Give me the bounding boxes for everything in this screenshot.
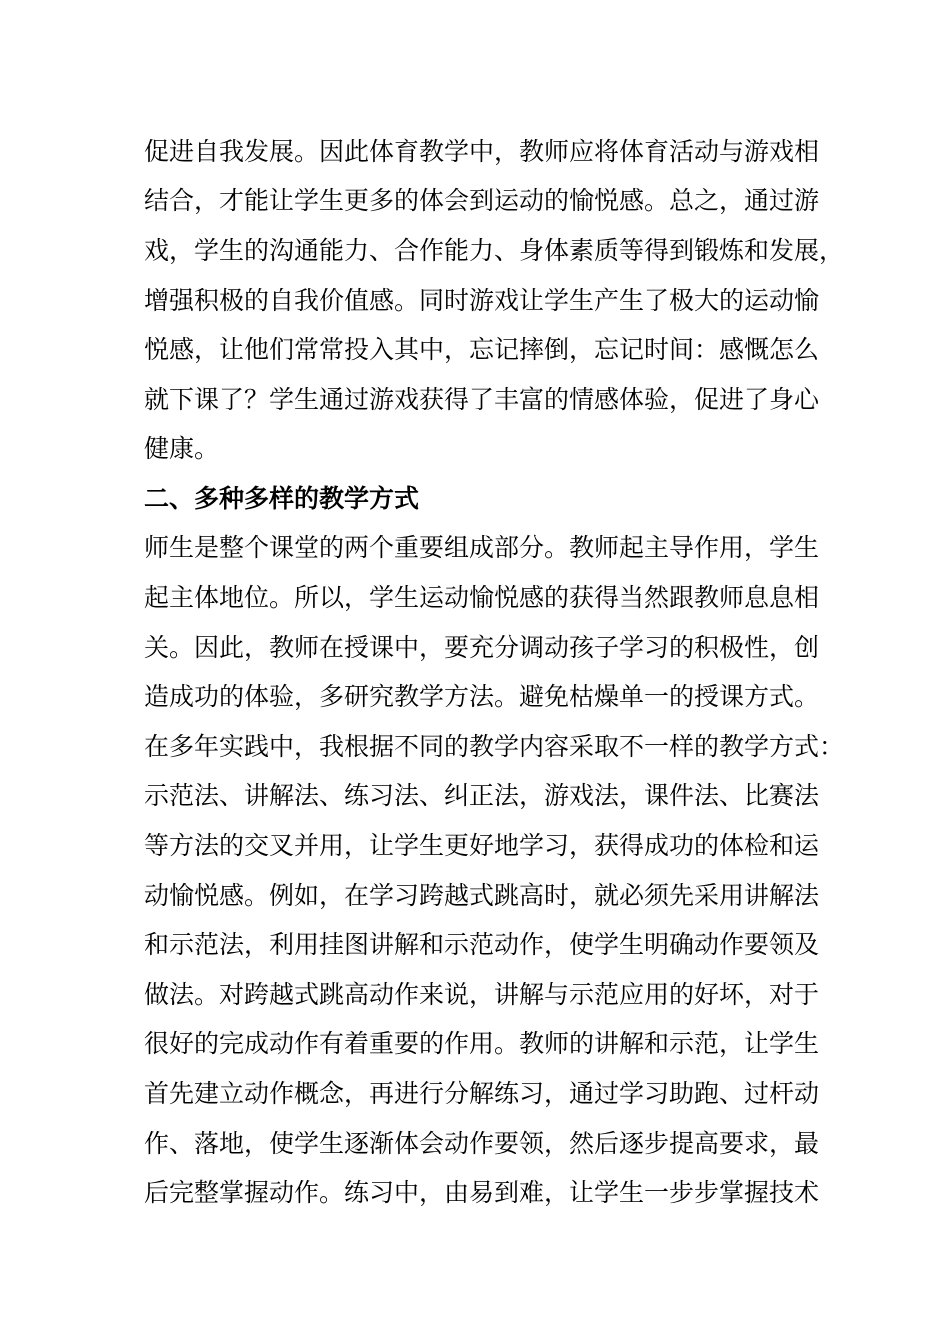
text-line: 造成功的体验，多研究教学方法。避免枯燥单一的授课方式。 xyxy=(144,682,820,711)
text-line: 很好的完成动作有着重要的作用。教师的讲解和示范，让学生 xyxy=(144,1029,820,1058)
text-line: 戏，学生的沟通能力、合作能力、身体素质等得到锻炼和发展， xyxy=(144,236,845,265)
text-line: 示范法、讲解法、练习法、纠正法，游戏法，课件法、比赛法 xyxy=(144,781,820,810)
text-line: 结合，才能让学生更多的体会到运动的愉悦感。总之，通过游 xyxy=(144,186,820,215)
text-line: 悦感，让他们常常投入其中，忘记摔倒，忘记时间：感慨怎么 xyxy=(144,335,820,364)
text-line: 在多年实践中，我根据不同的教学内容采取不一样的教学方式： xyxy=(144,732,845,761)
text-line: 就下课了？学生通过游戏获得了丰富的情感体验，促进了身心 xyxy=(144,385,820,414)
text-line: 和示范法，利用挂图讲解和示范动作，使学生明确动作要领及 xyxy=(144,930,820,959)
section-heading: 二、多种多样的教学方式 xyxy=(144,484,420,513)
text-line: 等方法的交叉并用，让学生更好地学习，获得成功的体检和运 xyxy=(144,831,820,860)
text-line: 做法。对跨越式跳高动作来说，讲解与示范应用的好坏，对于 xyxy=(144,980,820,1009)
text-line: 动愉悦感。例如，在学习跨越式跳高时，就必须先采用讲解法 xyxy=(144,881,820,910)
text-line: 关。因此，教师在授课中，要充分调动孩子学习的积极性，创 xyxy=(144,633,820,662)
text-line: 师生是整个课堂的两个重要组成部分。教师起主导作用，学生 xyxy=(144,533,820,562)
text-line: 后完整掌握动作。练习中，由易到难，让学生一步步掌握技术 xyxy=(144,1178,820,1207)
text-line: 增强积极的自我价值感。同时游戏让学生产生了极大的运动愉 xyxy=(144,286,820,315)
text-line: 促进自我发展。因此体育教学中，教师应将体育活动与游戏相 xyxy=(144,137,820,166)
text-line: 健康。 xyxy=(144,434,220,463)
text-line: 首先建立动作概念，再进行分解练习，通过学习助跑、过杆动 xyxy=(144,1079,820,1108)
text-line: 起主体地位。所以，学生运动愉悦感的获得当然跟教师息息相 xyxy=(144,583,820,612)
text-line: 作、落地，使学生逐渐体会动作要领，然后逐步提高要求，最 xyxy=(144,1129,820,1158)
